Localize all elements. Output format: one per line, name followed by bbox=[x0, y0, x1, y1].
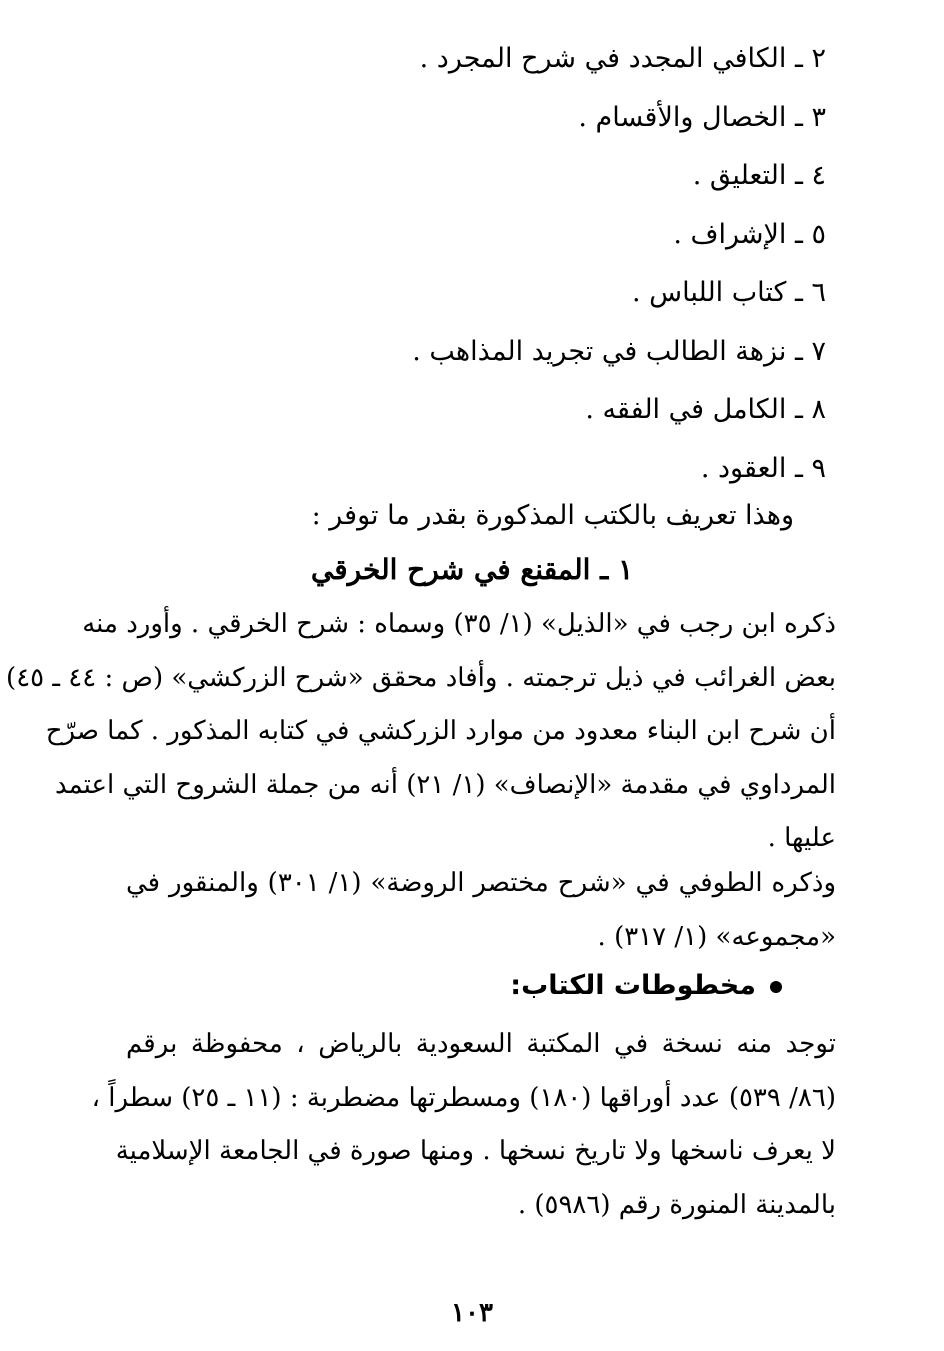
page-number: ١٠٣ bbox=[451, 1298, 493, 1328]
paragraph-line: «مجموعه» (١/ ٣١٧) . bbox=[597, 921, 836, 952]
paragraph-tufi bbox=[126, 857, 836, 964]
bullet-icon bbox=[770, 981, 782, 993]
section-heading: ١ ـ المقنع في شرح الخرقي bbox=[310, 553, 634, 586]
paragraph-line: وذكره الطوفي في «شرح مختصر الروضة» (١/ ٣٠١) والمنقور في bbox=[126, 868, 836, 898]
paragraph-line: أن شرح ابن البناء معدود من موارد الزركشي في كتابه المذكور . كما صرّح bbox=[45, 716, 836, 746]
paragraph-line: بعض الغرائب في ذيل ترجمته . وأفاد محقق «شرح الزركشي» (ص : ٤٤ ـ ٤٥) bbox=[6, 662, 836, 693]
manuscripts-heading-text: مخطوطات الكتاب: bbox=[510, 970, 756, 1001]
paragraph-line: عليها . bbox=[767, 823, 836, 853]
paragraph-line: بالمدينة المنورة رقم (٥٩٨٦) . bbox=[517, 1189, 836, 1220]
paragraph-line: المرداوي في مقدمة «الإنصاف» (١/ ٢١) أنه من جملة الشروح التي اعتمد bbox=[54, 769, 836, 800]
list-item: ٢ ـ الكافي المجدد في شرح المجرد . bbox=[419, 43, 826, 74]
intro-sentence: وهذا تعريف بالكتب المذكورة بقدر ما توفر : bbox=[311, 500, 794, 531]
list-item: ٥ ـ الإشراف . bbox=[673, 218, 826, 250]
list-item: ٩ ـ العقود . bbox=[700, 452, 826, 484]
list-item: ٦ ـ كتاب اللباس . bbox=[632, 277, 826, 308]
list-item: ٤ ـ التعليق . bbox=[692, 160, 826, 191]
paragraph-line: توجد منه نسخة في المكتبة السعودية بالرياض ، محفوظة برقم bbox=[126, 1029, 836, 1059]
list-item: ٣ ـ الخصال والأقسام . bbox=[578, 101, 826, 133]
paragraph-ibn-rajab bbox=[6, 598, 836, 866]
manuscripts-heading bbox=[510, 964, 782, 1008]
paragraph-manuscripts bbox=[91, 1018, 836, 1232]
list-item: ٧ ـ نزهة الطالب في تجريد المذاهب . bbox=[412, 335, 826, 367]
list-item: ٨ ـ الكامل في الفقه . bbox=[585, 394, 826, 425]
numbered-list bbox=[126, 34, 826, 502]
paragraph-line: ذكره ابن رجب في «الذيل» (١/ ٣٥) وسماه : شرح الخرقي . وأورد منه bbox=[82, 609, 836, 639]
paragraph-line: (٨٦/ ٥٣٩) عدد أوراقها (١٨٠) ومسطرتها مضطربة : (١١ ـ ٢٥) سطراً ، bbox=[91, 1082, 836, 1113]
paragraph-line: لا يعرف ناسخها ولا تاريخ نسخها . ومنها صورة في الجامعة الإسلامية bbox=[115, 1136, 836, 1166]
